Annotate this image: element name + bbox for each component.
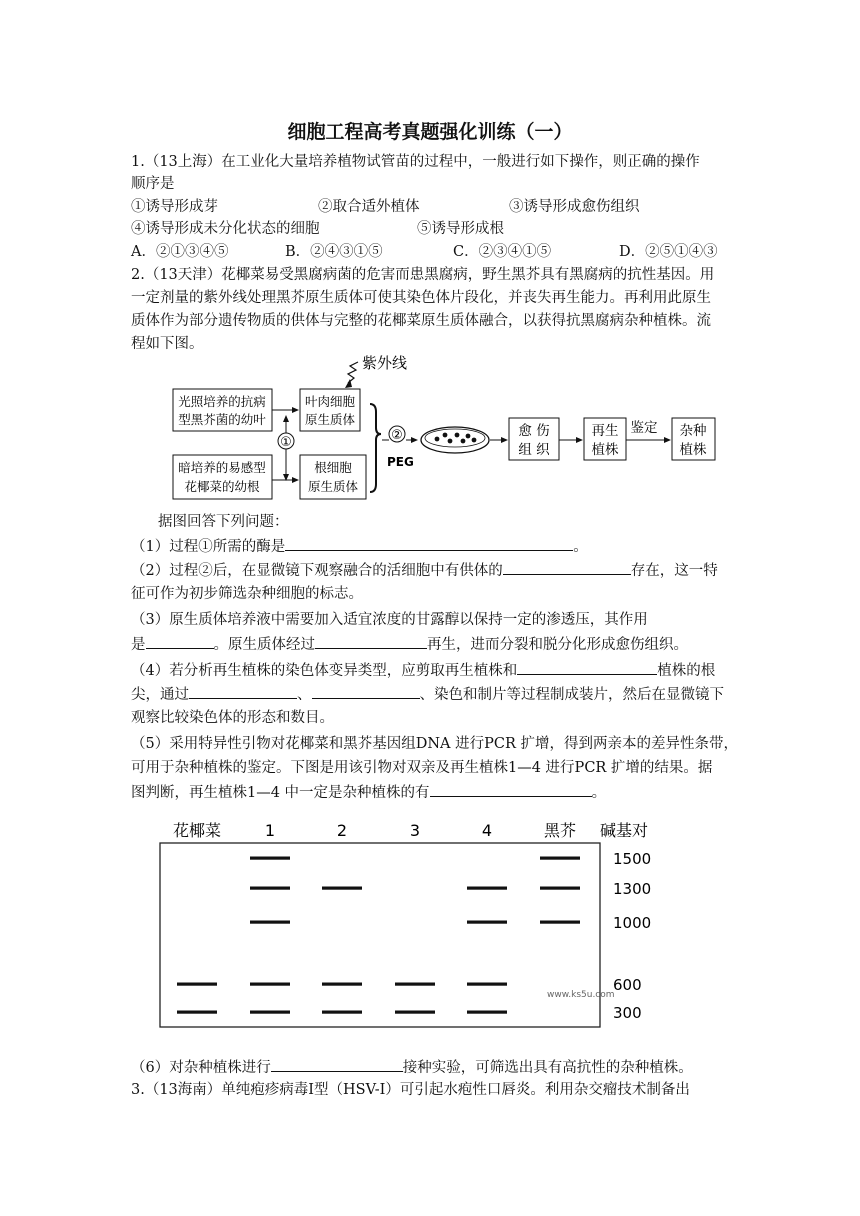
q2-prompt: 据图回答下列问题：: [158, 514, 289, 530]
lane-label-3: 3: [409, 821, 421, 840]
band-lane1-300: [250, 1011, 290, 1014]
peg-label: PEG: [387, 455, 414, 469]
gel-size-labels: [613, 850, 651, 1022]
band-lane2-600: [322, 983, 362, 986]
box1-line2: 型黑芥菌的幼叶: [178, 412, 266, 427]
q2-p4-line1: （4）若分析再生植株的染色体变异类型，应剪取再生植株和 植株的根: [131, 660, 715, 681]
band-lane3-300: [395, 1011, 435, 1014]
band-lane2-1300: [322, 887, 362, 890]
q1-item-4: ④诱导形成未分化状态的细胞: [131, 221, 320, 237]
lane-label-1: 1: [264, 821, 276, 840]
q1-item-2: ②取合适外植体: [318, 199, 420, 215]
step1-label: ①: [280, 435, 292, 450]
step2-label: ②: [391, 428, 403, 443]
answer-blank-6: [189, 684, 297, 699]
q1-stem-line2: 顺序是: [131, 176, 175, 192]
band-lane3-600: [395, 983, 435, 986]
size-label-600: 600: [613, 976, 642, 994]
box4-line2: 原生质体: [307, 479, 359, 494]
callus-line2: 组 织: [518, 442, 550, 458]
petri-dish: [421, 427, 489, 453]
watermark: www.ks5u.com: [547, 990, 615, 1000]
q1-items-row1: [131, 197, 731, 217]
q1-item-5: ⑤诱导形成根: [417, 221, 504, 237]
band-lane5-1300: [540, 887, 580, 890]
q2-intro-line3: 质体作为部分遗传物质的供体与完整的花椰菜原生质体融合，以获得抗黑腐病杂种植株。流: [131, 313, 711, 329]
band-lane4-1300: [467, 887, 507, 890]
band-lane1-1500: [250, 857, 290, 860]
answer-blank-5: [517, 660, 657, 675]
answer-blank-1: [285, 536, 573, 551]
answer-blank-8: [430, 782, 592, 797]
band-lane0-600: [177, 983, 217, 986]
q2-intro-line2: 一定剂量的紫外线处理黑芥原生质体可使其染色体片段化，并丧失再生能力。再利用此原生: [131, 290, 711, 306]
answer-blank-7: [312, 684, 420, 699]
uv-label: 紫外线: [362, 354, 408, 372]
answer-blank-4: [315, 634, 427, 649]
regen-line2: 植株: [591, 442, 619, 458]
q2-p5-line3: 图判断，再生植株1—4 中一定是杂种植株的有 。: [131, 782, 606, 803]
callus-line1: 愈 伤: [518, 423, 550, 439]
fusion-bracket: [370, 404, 381, 492]
q1-item-3: ③诱导形成愈伤组织: [509, 199, 640, 215]
q1-stem-line1: 1.（13上海）在工业化大量培养植物试管苗的过程中，一般进行如下操作，则正确的操作: [131, 154, 700, 170]
answer-blank-3: [146, 634, 214, 649]
q3-stem-line1: 3.（13海南）单纯疱疹病毒Ⅰ型（HSV-Ⅰ）可引起水疱性口唇炎。利用杂交瘤技术制备出: [131, 1082, 690, 1098]
q1-item-1: ①诱导形成芽: [131, 199, 218, 215]
size-label-1000: 1000: [613, 914, 652, 932]
uv-squiggle: [348, 362, 358, 383]
box1-line1: 光照培养的抗病: [178, 394, 266, 409]
box3-line1: 暗培养的易感型: [178, 460, 266, 475]
flow-diagram: [170, 352, 730, 504]
q2-p3-line2: 是 。原生质体经过 再生，进而分裂和脱分化形成愈伤组织。: [131, 634, 688, 655]
q2-p2-line2: 征可作为初步筛选杂种细胞的标志。: [131, 586, 363, 602]
lane-label-0: 花椰菜: [172, 821, 222, 840]
gel-unit-label: 碱基对: [600, 821, 649, 840]
size-label-300: 300: [613, 1004, 642, 1022]
band-lane0-300: [177, 1011, 217, 1014]
q2-p2-line1: （2）过程②后，在显微镜下观察融合的活细胞中有供体的 存在，这一特: [131, 560, 718, 581]
band-lane2-300: [322, 1011, 362, 1014]
answer-blank-2: [503, 560, 631, 575]
band-lane5-1500: [540, 857, 580, 860]
box2-line2: 原生质体: [304, 412, 356, 427]
q1-items-row2: [131, 219, 731, 239]
q2-intro-line4: 程如下图。: [131, 336, 204, 352]
q1-options: [131, 242, 731, 262]
band-lane5-1000: [540, 921, 580, 924]
band-lane1-1000: [250, 921, 290, 924]
q2-p3-line1: （3）原生质体培养液中需要加入适宜浓度的甘露醇以保持一定的渗透压，其作用: [131, 612, 648, 628]
q2-p6: （6）对杂种植株进行 接种实验，可筛选出具有高抗性的杂种植株。: [131, 1057, 693, 1078]
q2-p5-line1: （5）采用特异性引物对花椰菜和黑芥基因组DNA 进行PCR 扩增，得到两亲本的差异性条带，: [131, 736, 738, 752]
identify-label: 鉴定: [630, 420, 658, 436]
gel-frame: [160, 843, 600, 1027]
page-title: 细胞工程高考真题强化训练（一）: [287, 121, 573, 143]
gel-lane-labels: [173, 821, 576, 840]
q2-p4-line3: 观察比较染色体的形态和数目。: [131, 710, 334, 726]
band-lane4-600: [467, 983, 507, 986]
band-lane1-600: [250, 983, 290, 986]
hybrid-line2: 植株: [679, 442, 707, 458]
q1-option-b: B．②④③①⑤: [285, 244, 383, 260]
box4-line1: 根细胞: [314, 460, 352, 475]
band-lane1-1300: [250, 887, 290, 890]
q1-option-a: A．②①③④⑤: [131, 244, 229, 260]
band-lane4-1000: [467, 921, 507, 924]
hybrid-line1: 杂种: [679, 423, 707, 439]
lane-label-4: 4: [481, 821, 493, 840]
lane-label-5: 黑芥: [543, 821, 577, 840]
pcr-gel-figure: [155, 812, 675, 1036]
regen-line1: 再生: [591, 423, 619, 439]
answer-blank-9: [271, 1057, 403, 1072]
q1-option-c: C．②③④①⑤: [453, 244, 552, 260]
q2-p4-line2: 尖，通过 、 、染色和制片等过程制成装片，然后在显微镜下: [131, 684, 724, 705]
q2-p5-line2: 可用于杂种植株的鉴定。下图是用该引物对双亲及再生植株1—4 进行PCR 扩增的结果。据: [131, 760, 713, 776]
lane-label-2: 2: [336, 821, 348, 840]
box3-line2: 花椰菜的幼根: [184, 479, 260, 494]
q2-p1: （1）过程①所需的酶是 。: [131, 536, 588, 557]
band-lane4-300: [467, 1011, 507, 1014]
size-label-1300: 1300: [613, 880, 652, 898]
q2-intro-line1: 2.（13天津）花椰菜易受黑腐病菌的危害而患黑腐病，野生黑芥具有黑腐病的抗性基因。用: [131, 267, 715, 283]
size-label-1500: 1500: [613, 850, 652, 868]
q1-option-d: D．②⑤①④③: [619, 244, 718, 260]
box2-line1: 叶肉细胞: [304, 394, 356, 409]
